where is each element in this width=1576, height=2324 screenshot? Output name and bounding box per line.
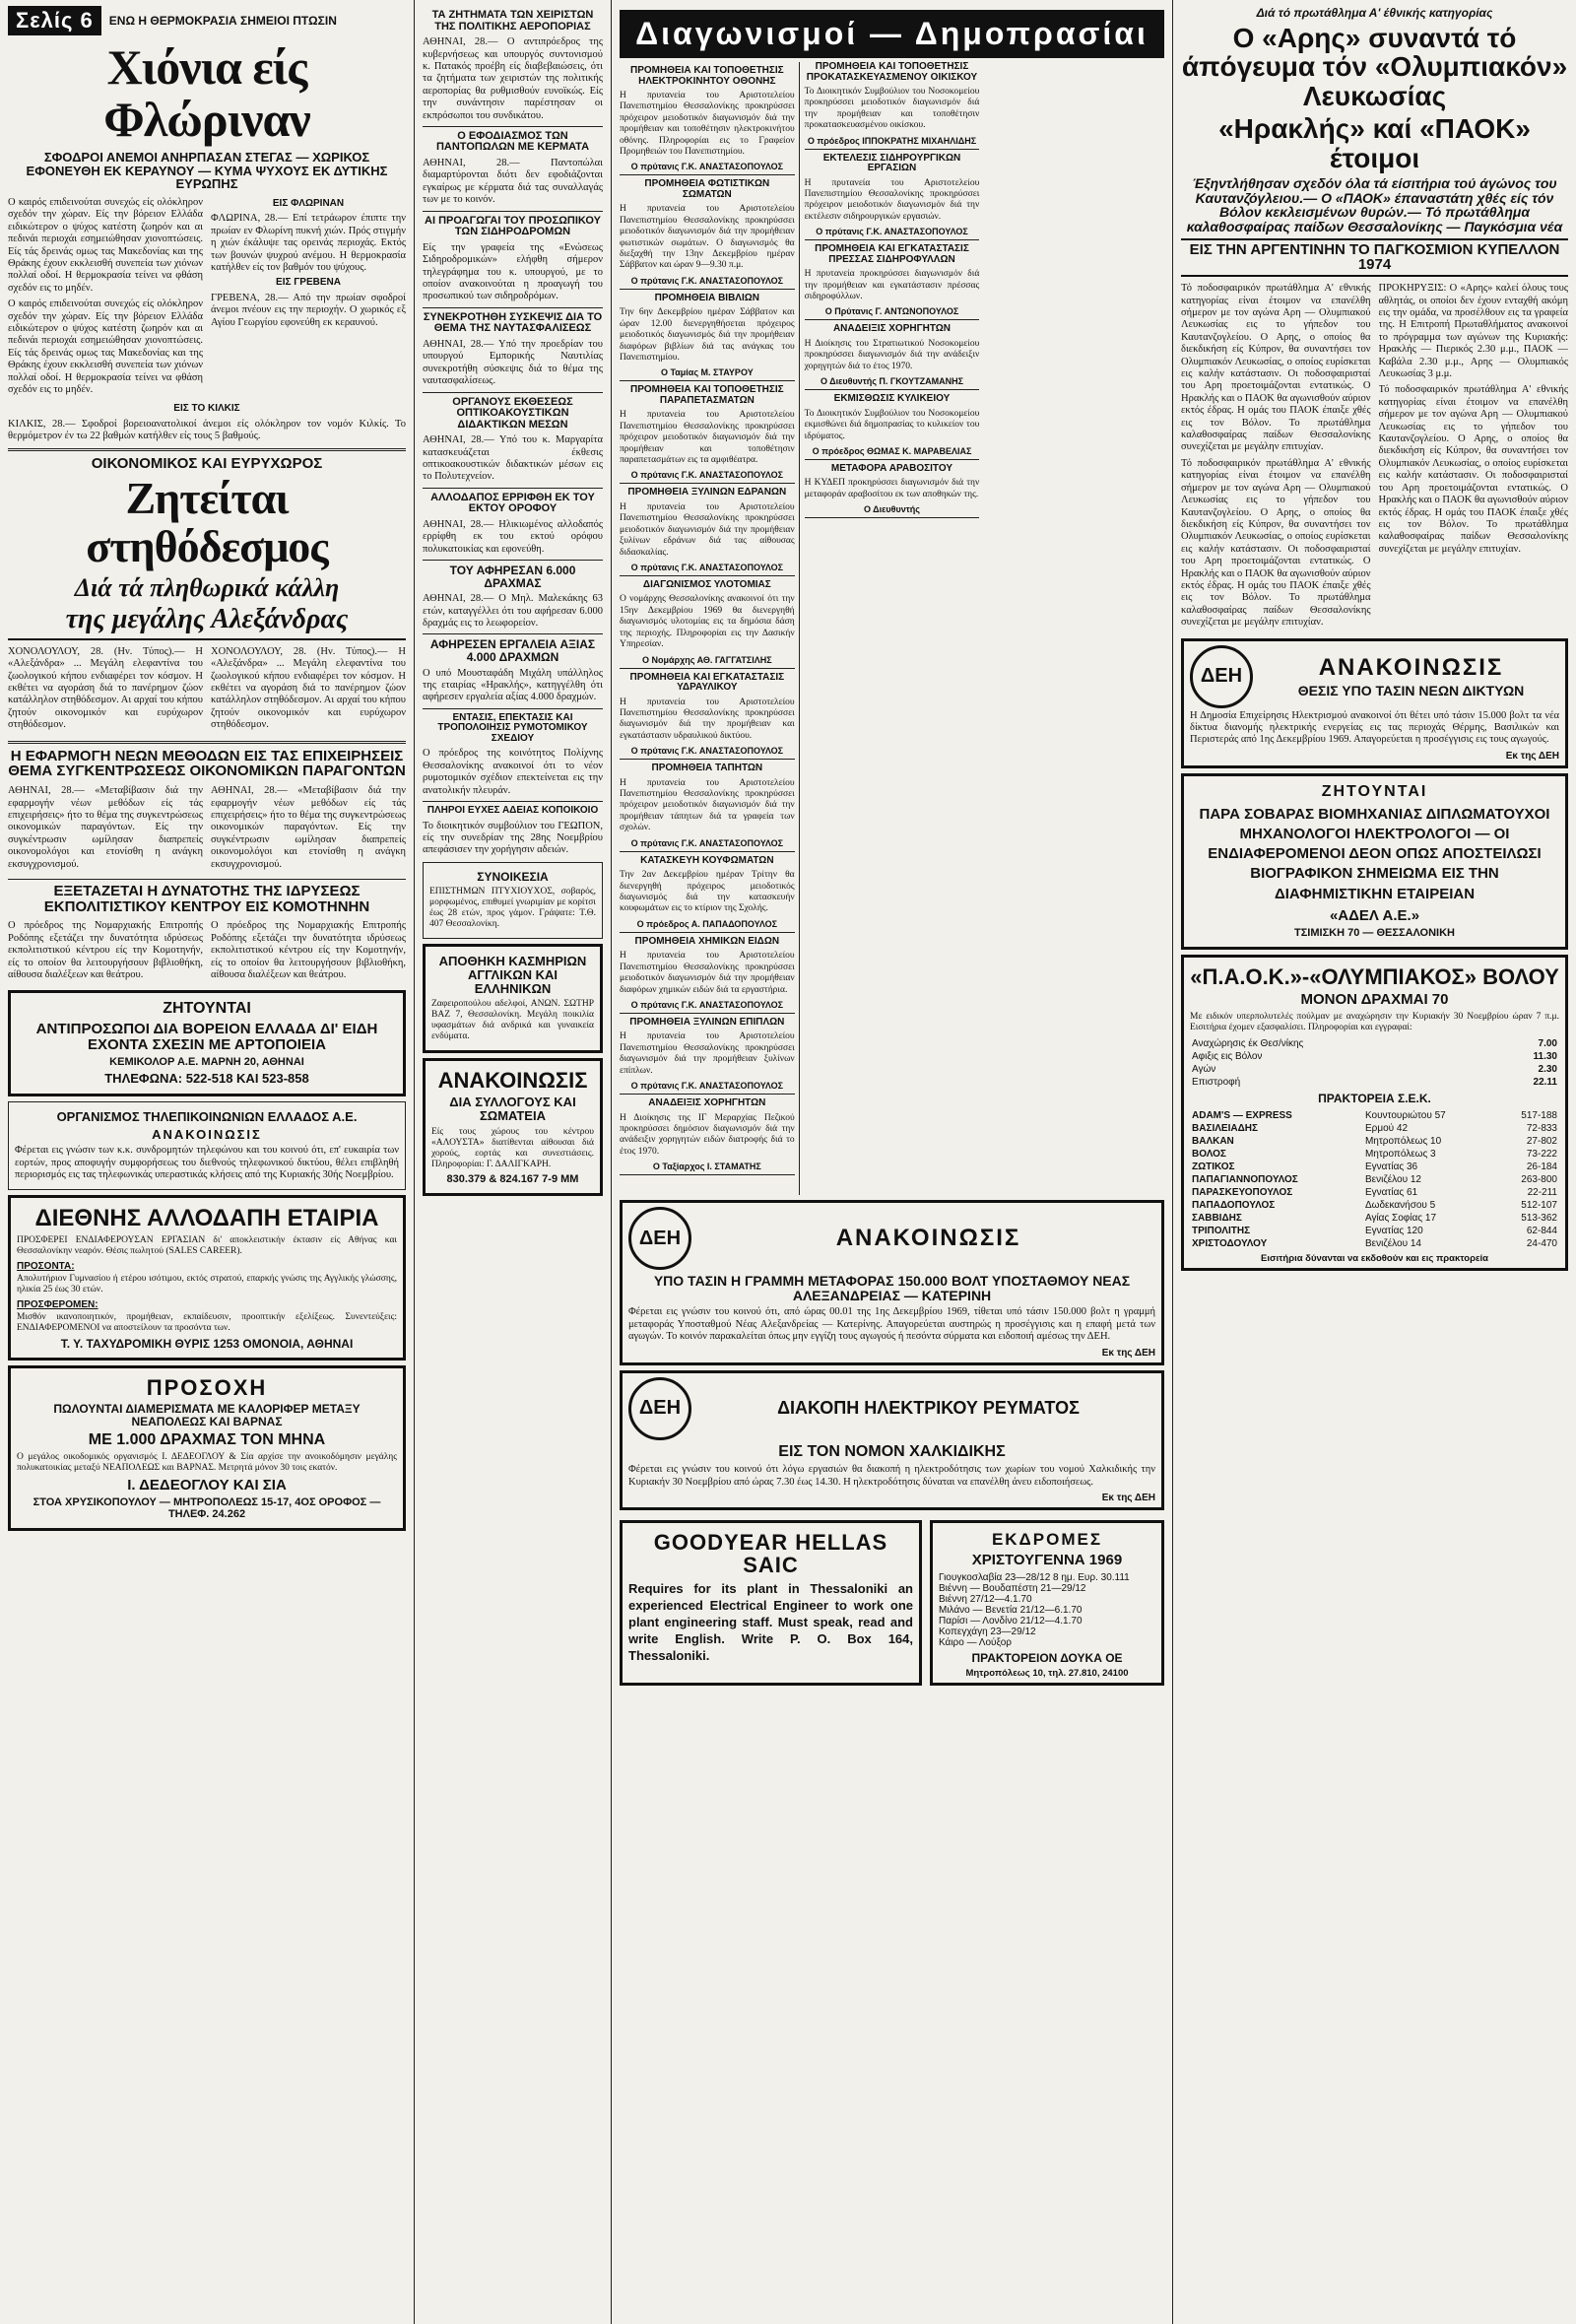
tender-item — [805, 244, 980, 320]
tender-body: Η πρυτανεία του Αριστοτελείου Πανεπιστημίου Θεσσαλονίκης προκηρύσσει μειοδοτικόν διαγωνισμόν διά την προμήθειαν διαφόρων χημικών ειδών διά τα εργαστήρια. — [620, 951, 795, 995]
worldcup-headline: ΕΙΣ ΤΗΝ ΑΡΓΕΝΤΙΝΗΝ ΤΟ ΠΑΓΚΟΣΜΙΟΝ ΚΥΠΕΛΛΟΝ 1974 — [1181, 238, 1568, 278]
sports-subhead: Έξηντλήθησαν σχεδόν όλα τά είσιτήρια τού άγώνος του Καυτανζόγλειου.— Ο «ΠΑΟΚ» έπαναστάτη χθές είς τόν Βόλον κεκλεισμένων θυρών.— Τό πρωτάθλημα καλαθοσφαίρας παίδων Θεσσαλονίκης — Παγκόσμια νέα — [1186, 174, 1563, 235]
c2-headline2: Ο ΕΦΟΔΙΑΣΜΟΣ ΤΩΝ ΠΑΝΤΟΠΩΛΩΝ ΜΕ ΚΕΡΜΑΤΑ — [435, 129, 590, 154]
ad-dei-2 — [620, 1370, 1164, 1511]
ad-synoikesia-body: ΕΠΙΣΤΗΜΩΝ ΠΤΥΧΙΟΥΧΟΣ, σοβαρός, μορφωμένος, επιθυμεί γνωριμίαν με κορίτσι έως 28 ετών, προς γάμον. Γράψατε: Τ.Θ. 407 Θεσσαλονίκη. — [429, 887, 596, 930]
tender-item — [805, 62, 980, 150]
agency-street: Μητροπόλεως 3 — [1364, 1148, 1436, 1160]
tender-item — [620, 764, 795, 852]
florina-body: ΦΛΩΡΙΝΑ, 28.— Επί τετράωρον έπιπτε την πρωίαν εν Φλωρίνη πυκνή χιών. Πρός στιγμήν η χιών έκάλυψε τας ορεινάς περιοχάς. Εκτός των βουνών ψυχρού ανέμου. Η θερμοκρασία κατήλθεν είς τον βαθμόν του ψύχους. — [211, 213, 406, 274]
tender-body: Η πρυτανεία του Αριστοτελείου Πανεπιστημίου Θεσσαλονίκης προκηρύσσει πρόχειρον μειοδοτικόν διαγωνισμόν διά την εκτέλεσιν σιδηρουργικών εργασιών. — [804, 177, 980, 222]
ad-dei-3-body: Η Δημοσία Επιχείρησις Ηλεκτρισμού ανακοινοί ότι θέτει υπό τάσιν 15.000 βολτ τα νέα δίκτυα διανομής ηλεκτρικής ενεργείας εις τας περιοχάς Θέρμης, Βασιλικών και Περιστεράς από 1ης Δεκεμβρίου 1969. Απαγορεύεται η προσέγγισις εις τους αγωγούς. — [1190, 709, 1559, 746]
c2-headline7: ΤΟΥ ΑΦΗΡΕΣΑΝ 6.000 ΔΡΑΧΜΑΣ — [449, 564, 576, 590]
stethodesmos-body: ΧΟΝΟΛΟΥΛΟΥ, 28. (Ην. Τύπος).— Η «Αλεξάνδρα» ... Μεγάλη ελεφαντίνα του ζωολογικού κήπου ενδιαφέρει τον κόσμον. Η εκθέτει να αγοράση διά το πανέρημον ζώον κατάλληλον στηθόδεσμον. Αι αρχαί του κήπου ζητούν οικονομικόν και ευρύχωρον στηθόδεσμον. — [8, 645, 203, 731]
schedule-row — [1190, 1037, 1559, 1050]
tender-item — [620, 385, 795, 484]
ad-dei-3-sign: Εκ της ΔΕΗ — [1505, 750, 1559, 762]
c2-body8: Ο υπό Μουσταφάδη Μιχάλη υπάλληλος της εταιρίας «Ηρακλής», κατηγγέλθη ότι αφήρεσεν εργαλεία αξίας 4.000 δραχμών. — [423, 667, 603, 703]
weather-kicker: ΕΝΩ Η ΘΕΡΜΟΚΡΑΣΙΑ ΣΗΜΕΙΟΙ ΠΤΩΣΙΝ — [108, 14, 337, 28]
agency-row — [1190, 1173, 1559, 1186]
agency-phone: 27-802 — [1526, 1135, 1557, 1147]
tender-title: ΠΡΟΜΗΘΕΙΑ ΞΥΛΙΝΩΝ ΕΠΙΠΛΩΝ — [629, 1016, 785, 1028]
tender-title: ΕΚΜΙΣΘΩΣΙΣ ΚΥΛΙΚΕΙΟΥ — [833, 393, 951, 405]
tender-item — [805, 464, 980, 518]
tender-title: ΠΡΟΜΗΘΕΙΑ ΚΑΙ ΕΓΚΑΤΑΣΤΑΣΙΣ ΠΡΕΣΣΑΣ ΣΙΔΗΡΟΦΥΛΛΩΝ — [815, 243, 969, 265]
ad-match-trip — [1181, 955, 1568, 1270]
komotini-body: Ο πρόεδρος της Νομαρχιακής Επιτροπής Ροδόπης εξετάζει την δυνατότητα ιδρύσεως εκπολιτιστικού κέντρου είς την Κομοτηνήν, είς το οποίον θα λειτουργήσουν βιβλιοθήκη, αίθουσα διαλέξεων και θεάτρου. — [8, 920, 203, 981]
tender-body: Η ΚΥΔΕΠ προκηρύσσει διαγωνισμόν διά την μεταφοράν αραβοσίτου εκ των αποθηκών της. — [804, 478, 980, 499]
ad-ekdromes — [930, 1520, 1164, 1686]
efarmogi-body: ΑΘΗΝΑΙ, 28.— «Μεταβίβασιν διά την εφαρμογήν νέων μεθόδων είς τάς επιχειρήσεις» ήτο το θέμα της συγκεντρώσεως οικονομικών παραγόντων. Είς την συγκέντρωσιν ωμίλησαν διαπρεπείς οικονομολόγοι και ετονίσθη η ανάγκη εκσυγχρονισμού. — [8, 785, 203, 870]
ad-dei-2-sign: Εκ της ΔΕΗ — [1101, 1493, 1155, 1504]
agency-row — [1190, 1161, 1559, 1173]
tender-body: Το Διοικητικόν Συμβούλιον του Νοσοκομείου προκηρύσσει μειοδοτικόν διαγωνισμόν διά την προμήθειαν και τοποθέτησιν προκατασκευασμένου οικίσκου. — [804, 87, 980, 131]
column-1 — [0, 0, 414, 2324]
tender-sign: Ο πρόεδρος ΙΠΠΟΚΡΑΤΗΣ ΜΙΧΑΗΛΙΔΗΣ — [807, 135, 977, 146]
tender-item — [620, 937, 795, 1014]
tender-item — [805, 324, 980, 390]
tender-item — [620, 1018, 795, 1095]
ad-agencies-label: ΠΡΑΚΤΟΡΕΙΑ Σ.Ε.Κ. — [1318, 1091, 1431, 1105]
agency-street: Ερμού 42 — [1364, 1122, 1409, 1134]
agency-phone: 73-222 — [1526, 1148, 1557, 1160]
c2-body1: ΑΘΗΝΑΙ, 28.— Ο αντιπρόεδρος της κυβερνήσεως και υπουργός συντονισμού κ. Πατακός προέβη είς διαβεβαιώσεις, ότι τα ζητήματα των χειριστών της πολιτικής αεροπορίας θα ρυθμισθούν ευνοϊκώς. Είς την συνάντησιν παρέστησαν οι εκπρόσωποι του συνδικάτου. — [423, 36, 603, 121]
schedule-time: 22.11 — [1533, 1076, 1557, 1088]
agency-name: ΣΑΒΒΙΔΗΣ — [1192, 1212, 1242, 1224]
ad-zitountai-label: ΖΗΤΟΥΝΤΑΙ — [163, 1000, 251, 1018]
c2-body3: Είς την γραφεία της «Ενώσεως Σιδηροδρομικών» ελήφθη σήμερον τηλεγράφημα του κ. υπουργού, με το οποίον ανακοινούται η προαγωγή του προσωπικού των σιδηροδρόμων. — [423, 241, 603, 302]
tender-body: Η πρυτανεία του Αριστοτελείου Πανεπιστημίου Θεσσαλονίκης προκηρύσσει μειοδοτικόν διαγωνισμόν διά την προμήθειαν φωτιστικών σωμάτων. Ο διαγωνισμός θα διεξαχθή την 13ην Δεκεμβρίου ημέραν Σάββατον και ώραν 9—9.30 π.μ. — [620, 204, 795, 271]
ad-company-reqs: Απολυτήριον Γυμνασίου ή ετέρου ισότιμου, εκτός στρατού, επαρκής γνώσις της Αγγλικής γλώσσης, ηλικία 25 έως 30 ετών. — [17, 1273, 397, 1295]
tender-sign: Ο πρύτανις Γ.Κ. ΑΝΑΣΤΑΣΟΠΟΥΛΟΣ — [816, 227, 968, 237]
ekdromes-line: Βιέννη 27/12—4.1.70 — [939, 1593, 1032, 1605]
ad-prosoxi-label: ΠΡΟΣΟΧΗ — [146, 1375, 268, 1401]
tender-item — [620, 488, 795, 576]
sports-kicker: Διά τό πρωτάθλημα Α' έθνικής κατηγορίας — [1256, 6, 1493, 20]
ekdromes-line: Βιέννη — Βουδαπέστη 21—29/12 — [939, 1582, 1086, 1594]
tender-title: ΚΑΤΑΣΚΕΥΗ ΚΟΥΦΩΜΑΤΩΝ — [640, 854, 774, 866]
tender-body: Η Διοίκησις της ΙΓ Μεραρχίας Πεζικού προκηρύσσει δημόσιον διαγωνισμόν διά την ανάδειξιν χορηγητών ειδών διατροφής διά το έτος 1970. — [620, 1112, 795, 1157]
c2-kicker: ΤΑ ΖΗΤΗΜΑΤΑ ΤΩΝ ΧΕΙΡΙΣΤΩΝ ΤΗΣ ΠΟΛΙΤΙΚΗΣ ΑΕΡΟΠΟΡΙΑΣ — [431, 9, 594, 33]
c2-headline4: ΣΥΝΕΚΡΟΤΗΘΗ ΣΥΣΚΕΨΙΣ ΔΙΑ ΤΟ ΘΕΜΑ ΤΗΣ ΝΑΥΤΑΣΦΑΛΙΣΕΩΣ — [423, 310, 603, 335]
tender-sign: Ο πρύτανις Γ.Κ. ΑΝΑΣΤΑΣΟΠΟΥΛΟΣ — [630, 999, 784, 1010]
tender-item — [620, 294, 795, 382]
agency-row — [1190, 1109, 1559, 1122]
agency-name: ADAM'S — EXPRESS — [1192, 1109, 1292, 1121]
ad-anakoinosis-label: ΑΝΑΚΟΙΝΩΣΙΣ — [437, 1068, 588, 1094]
tender-item — [805, 394, 980, 460]
sports-headline-2: «Ηρακλής» καί «ΠΑΟΚ» έτοιμοι — [1218, 113, 1531, 173]
ad-goodyear-body: Requires for its plant in Thessaloniki an experienced Electrical Engineer to work one plant engineering staff. Must speak, read and write English. Write P. O. Box 164, Thessaloniki. — [628, 1581, 913, 1664]
ad-dei-3-title: ΘΕΣΙΣ ΥΠΟ ΤΑΣΙΝ ΝΕΩΝ ΔΙΚΤΥΩΝ — [1297, 682, 1525, 698]
agency-phone: 513-362 — [1521, 1212, 1557, 1224]
tender-sign: Ο πρύτανις Γ.Κ. ΑΝΑΣΤΑΣΟΠΟΥΛΟΣ — [630, 275, 784, 286]
c2-headline8: ΑΦΗΡΕΣΕΝ ΕΡΓΑΛΕΙΑ ΑΞΙΑΣ 4.000 ΔΡΑΧΜΩΝ — [429, 637, 596, 665]
dei-logo-icon-2: ΔΕΗ — [628, 1377, 691, 1440]
agency-row — [1190, 1186, 1559, 1199]
ad-ote — [8, 1101, 406, 1191]
ad-ote-label: ΑΝΑΚΟΙΝΩΣΙΣ — [152, 1126, 262, 1142]
ad-company-address: Τ. Υ. ΤΑΧΥΔΡΟΜΙΚΗ ΘΥΡΙΣ 1253 ΟΜΟΝΟΙΑ, ΑΘΗΝΑΙ — [60, 1336, 354, 1351]
tender-title: ΠΡΟΜΗΘΕΙΑ ΚΑΙ ΕΓΚΑΤΑΣΤΑΣΙΣ ΥΔΡΑΥΛΙΚΟΥ — [629, 671, 785, 693]
tender-sign: Ο πρύτανις Γ.Κ. ΑΝΑΣΤΑΣΟΠΟΥΛΟΣ — [630, 162, 784, 172]
tender-item — [620, 1098, 795, 1175]
stethodesmos-sub1: Διά τά πληθωρικά κάλλη — [74, 573, 340, 603]
agency-name: ΤΡΙΠΟΛΙΤΗΣ — [1192, 1225, 1251, 1236]
tender-title: ΔΙΑΓΩΝΙΣΜΟΣ ΥΛΟΤΟΜΙΑΣ — [642, 578, 771, 590]
schedule-name: Αφιξις εις Βόλον — [1192, 1050, 1263, 1062]
kilkis-label: ΕΙΣ ΤΟ ΚΙΛΚΙΣ — [173, 403, 240, 415]
schedule-name: Αγών — [1192, 1063, 1216, 1075]
ad-match-schedule — [1190, 1037, 1559, 1089]
tender-sign: Ο Ταξίαρχος Ι. ΣΤΑΜΑΤΗΣ — [652, 1162, 761, 1172]
ad-company — [8, 1195, 406, 1361]
tender-sign: Ο πρύτανις Γ.Κ. ΑΝΑΣΤΑΣΟΠΟΥΛΟΣ — [630, 1081, 784, 1092]
schedule-time: 11.30 — [1533, 1050, 1557, 1062]
ad-anakoinosis — [423, 1058, 603, 1196]
ad-dei-1 — [620, 1200, 1164, 1365]
ad-dei-2-title: ΕΙΣ ΤΟΝ ΝΟΜΟΝ ΧΑΛΚΙΔΙΚΗΣ — [778, 1442, 1006, 1460]
column-4 — [1172, 0, 1576, 2324]
agency-name: ΠΑΡΑΣΚΕΥΟΠΟΥΛΟΣ — [1192, 1186, 1293, 1198]
ad-zit-engineers-body: ΠΑΡΑ ΣΟΒΑΡΑΣ ΒΙΟΜΗΧΑΝΙΑΣ ΔΙΠΛΩΜΑΤΟΥΧΟΙ ΜΗΧΑΝΟΛΟΓΟΙ ΗΛΕΚΤΡΟΛΟΓΟΙ — ΟΙ ΕΝΔΙΑΦΕΡΟΜΕΝΟΙ ΔΕΟΝ ΟΠΩΣ ΑΠΟΣΤΕΙΛΩΣΙ ΒΙΟΓΡΑΦΙΚΟΝ ΣΗΜΕΙΩΜΑ ΕΙΣ ΤΗΝ ΔΙΑΦΗΜΙΣΤΙΚΗΝ ΕΤΑΙΡΕΙΑΝ — [1199, 805, 1550, 902]
c2-body5: ΑΘΗΝΑΙ, 28.— Υπό του κ. Μαργαρίτα κατασκευάζεται έκθεσις οπτικοακουστικών διδακτικών μέσων εις το Πολυτεχνείον. — [423, 434, 603, 483]
agency-street: Μητροπόλεως 10 — [1364, 1135, 1442, 1147]
tenders-banner: Διαγωνισμοί — Δημοπρασίαι — [620, 10, 1164, 58]
ad-dei-1-title: ΥΠΟ ΤΑΣΙΝ Η ΓΡΑΜΜΗ ΜΕΤΑΦΟΡΑΣ 150.000 ΒΟΛΤ ΥΠΟΣΤΑΘΜΟΥ ΝΕΑΣ ΑΛΕΞΑΝΔΡΕΙΑΣ — ΚΑΤΕΡΙΝΗ — [653, 1273, 1131, 1303]
ad-synoikesia-label: ΣΥΝΟΙΚΕΣΙΑ — [477, 869, 549, 884]
agency-row — [1190, 1122, 1559, 1135]
schedule-row — [1190, 1063, 1559, 1076]
ad-agencies-table — [1190, 1109, 1559, 1250]
agency-name: ΒΟΛΟΣ — [1192, 1148, 1226, 1160]
agency-name: ΠΑΠΑΔΟΠΟΥΛΟΣ — [1192, 1199, 1276, 1211]
agency-phone: 72-833 — [1526, 1122, 1557, 1134]
sports-headline-1: Ο «Αρης» συναντά τό άπόγευμα τόν «Ολυμπιακόν» Λευκωσίας — [1181, 23, 1568, 111]
ad-ekdromes-label: ΕΚΔΡΟΜΕΣ — [991, 1530, 1103, 1550]
ad-company-headline: ΔΙΕΘΝΗΣ ΑΛΛΟΔΑΠΗ ΕΤΑΙΡΙΑ — [34, 1205, 379, 1232]
agency-name: ΒΑΛΚΑΝ — [1192, 1135, 1234, 1147]
schedule-row — [1190, 1076, 1559, 1089]
ad-dei-3 — [1181, 638, 1568, 768]
agency-street: Κουντουριώτου 57 — [1364, 1109, 1446, 1121]
tender-sign: Ο Διευθυντής — [864, 504, 920, 515]
tender-title: ΠΡΟΜΗΘΕΙΑ ΤΑΠΗΤΩΝ — [651, 763, 763, 774]
agency-street: Βενιζέλου 12 — [1364, 1173, 1421, 1185]
ad-prosoxi-body: ΠΩΛΟΥΝΤΑΙ ΔΙΑΜΕΡΙΣΜΑΤΑ ΜΕ ΚΑΛΟΡΙΦΕΡ ΜΕΤΑΞΥ ΝΕΑΠΟΛΕΩΣ ΚΑΙ ΒΑΡΝΑΣ — [53, 1402, 361, 1428]
agency-phone: 517-188 — [1521, 1109, 1557, 1121]
tender-body: Την 6ην Δεκεμβρίου ημέραν Σάββατον και ώραν 12.00 διενεργηθήσεται πρόχειρος μειοδοτικός διαγωνισμός διά την προμήθειαν διαφόρων βιβλίων διά τας ανάγκας του Πανεπιστημίου. — [620, 307, 795, 363]
column-3 — [611, 0, 1172, 2324]
tender-sign: Ο Ταμίας Μ. ΣΤΑΥΡΟΥ — [660, 367, 754, 378]
tender-sign: Ο πρύτανις Γ.Κ. ΑΝΑΣΤΑΣΟΠΟΥΛΟΣ — [630, 470, 784, 481]
agency-row — [1190, 1225, 1559, 1237]
tender-title: ΕΚΤΕΛΕΣΙΣ ΣΙΔΗΡΟΥΡΓΙΚΩΝ ΕΡΓΑΣΙΩΝ — [822, 152, 961, 174]
tender-title: ΠΡΟΜΗΘΕΙΑ ΚΑΙ ΤΟΠΟΘΕΤΗΣΙΣ ΠΑΡΑΠΕΤΑΣΜΑΤΩΝ — [629, 384, 784, 406]
sports-body-cont: Τό ποδοσφαιρικόν πρωτάθλημα Α' εθνικής κατηγορίας είναι έτοιμον να επανέλθη σήμερον με τον αγώνα Αρη — Ολυμπιακού Λευκωσίας εις το γήπεδον του Καυτανζογλείου. Ο Αρης, ο οποίος θα διεκδικήση είς Κύπρον, θα συναντήσει τον Ολυμπιακόν Λευκωσίας, ο οποίος ευρίσκεται εις καλήν κατάστασιν. Οι ποδοσφαιρισταί του Αρη προετοιμάζονται εντατικώς. Ο Ηρακλής και ο ΠΑΟΚ θα αγωνισθούν αύριον εκτός έδρας. Η ομάς του ΠΑΟΚ έπαιξε χθές εις τον Βόλον. Το πρωτάθλημα καλαθοσφαίρας παίδων Θεσσαλονίκης συνεχίζεται με μεγάλην επιτυχίαν. — [1181, 457, 1371, 629]
ekdromes-line: Γιουγκοσλαβία 23—28/12 8 ημ. Ευρ. 30.111 — [939, 1571, 1130, 1583]
ekdromes-line: Κοπεγχάγη 23—29/12 — [939, 1626, 1036, 1637]
weather-body: Ο καιρός επιδεινούται συνεχώς είς ολόκληρον σχεδόν την χώραν. Είς την βόρειον Ελλάδα ειδικώτερον ο ψύχος κατέστη ζωηρόν και αι πεδινάι περιοχάι εσημειώθησαν χιονοπτώσεις. Είς τάς δρεινάς ομως τας Μακεδονίας και της Θράκης έχουν εκκλεισθή συνεπεία των χιόνων πολλαί οδοί. Η θερμοκρασία τείνει να φθάση σχεδόν εις το μηδέν. — [8, 196, 203, 294]
c2-headline5: ΟΡΓΑΝΟΥΣ ΕΚΘΕΣΕΩΣ ΟΠΤΙΚΟΑΚΟΥΣΤΙΚΩΝ ΔΙΔΑΚΤΙΚΩΝ ΜΕΣΩΝ — [452, 395, 573, 431]
tender-sign: Ο πρύτανις Γ.Κ. ΑΝΑΣΤΑΣΟΠΟΥΛΟΣ — [630, 837, 784, 848]
agency-row — [1190, 1212, 1559, 1225]
sports-body-2: ΠΡΟΚΗΡΥΞΙΣ: Ο «Αρης» καλεί όλους τους αθλητάς, οι οποίοι δεν έχουν ενταχθή ακόμη εις την ομάδα, να προσέλθουν εις τα γραφεία της. Η Επιτροπή Πρωταθλήματος ανακοινοί το πρόγραμμα των αγώνων της Κυριακής: Ηρακλής — Πιερικός 2.30 μ.μ., ΠΑΟΚ — Καβάλα 2.30 μ.μ., Αρης — Ολυμπιακός Λευκωσίας 3 μ.μ. — [1378, 283, 1568, 380]
ad-kasmir-body: Ζαφειροπούλου αδελφοί, ΑΝΩΝ. ΣΩΤΗΡ ΒΑΖ 7, Θεσσαλονίκη. Μεγάλη ποικιλία υφασμάτων διά ανδρικά και γυναικεία ενδύματα. — [431, 999, 594, 1042]
weather-headline: Χιόνια είς Φλώριναν — [103, 39, 310, 147]
ad-match-title: «Π.Α.Ο.Κ.»-«ΟΛΥΜΠΙΑΚΟΣ» ΒΟΛΟΥ — [1190, 964, 1559, 990]
ad-zitountai-contact: ΚΕΜΙΚΟΛΟΡ Α.Ε. ΜΑΡΝΗ 20, ΑΘΗΝΑΙ — [109, 1055, 304, 1068]
grevena-label: ΕΙΣ ΓΡΕΒΕΝΑ — [276, 277, 341, 289]
agency-phone: 263-800 — [1521, 1173, 1557, 1185]
agency-phone: 62-844 — [1526, 1225, 1557, 1236]
ad-dei-3-label: ΑΝΑΚΟΙΝΩΣΙΣ — [1318, 653, 1504, 681]
ad-zitountai — [8, 990, 406, 1096]
ad-zit-engineers-company: «ΑΔΕΛ Α.Ε.» — [1329, 906, 1420, 924]
tender-sign: Ο Πρύτανις Γ. ΑΝΤΩΝΟΠΟΥΛΟΣ — [824, 306, 959, 317]
agency-street: Εγνατίας 61 — [1364, 1186, 1418, 1198]
tender-title: ΠΡΟΜΗΘΕΙΑ ΒΙΒΛΙΩΝ — [654, 292, 759, 303]
c2-headline10: ΠΛΗΡΟΙ ΕΥΧΕΣ ΑΔΕΙΑΣ ΚΟΠΟΙΚΟΙΟ — [427, 805, 599, 817]
ad-dei-1-sign: Εκ της ΔΕΗ — [1101, 1347, 1155, 1359]
tender-sign: Ο πρόεδρος Α. ΠΑΠΑΔΟΠΟΥΛΟΣ — [636, 918, 778, 929]
stethodesmos-kicker: ΟΙΚΟΝΟΜΙΚΟΣ ΚΑΙ ΕΥΡΥΧΩΡΟΣ — [91, 454, 323, 472]
sports-body: Τό ποδοσφαιρικόν πρωτάθλημα Α' εθνικής κατηγορίας είναι έτοιμον να επανέλθη σήμερον με τον αγώνα Αρη — Ολυμπιακού Λευκωσίας εις το γήπεδον του Καυτανζογλείου. Ο Αρης, ο οποίος θα διεκδικήση είς Κύπρον, θα συναντήσει τον Ολυμπιακόν Λευκωσίας, ο οποίος ευρίσκεται εις καλήν κατάστασιν. Οι ποδοσφαιρισταί του Αρη προετοιμάζονται εντατικώς. Ο Ηρακλής και ο ΠΑΟΚ θα αγωνισθούν αύριον εκτός έδρας. Η ομάς του ΠΑΟΚ έπαιξε χθές εις τον Βόλον. Το πρωτάθλημα καλαθοσφαίρας παίδων Θεσσαλονίκης συνεχίζεται με μεγάλην επιτυχίαν. — [1181, 283, 1371, 453]
schedule-name: Αναχώρησις έκ Θεσ/νίκης — [1192, 1037, 1304, 1049]
ad-zitountai-body: ΑΝΤΙΠΡΟΣΩΠΟΙ ΔΙΑ ΒΟΡΕΙΟΝ ΕΛΛΑΔΑ ΔΙ' ΕΙΔΗ ΕΧΟΝΤΑ ΣΧΕΣΙΝ ΜΕ ΑΡΤΟΠΟΙΕΙΑ — [35, 1021, 378, 1054]
tender-body: Η πρυτανεία του Αριστοτελείου Πανεπιστημίου Θεσσαλονίκης προκηρύσσει διαγωνισμόν διά την προμήθειαν ξυλίνων επίπλων. — [620, 1031, 795, 1076]
ad-ote-title: ΟΡΓΑΝΙΣΜΟΣ ΤΗΛΕΠΙΚΟΙΝΩΝΙΩΝ ΕΛΛΑΔΟΣ Α.Ε. — [56, 1108, 358, 1124]
ekdromes-line: Παρίσι — Λονδίνο 21/12—4.1.70 — [939, 1615, 1083, 1627]
ad-ekdromes-title: ΧΡΙΣΤΟΥΓΕΝΝΑ 1969 — [971, 1552, 1123, 1569]
ad-kasmir — [423, 944, 603, 1053]
tender-title: ΠΡΟΜΗΘΕΙΑ ΞΥΛΙΝΩΝ ΕΔΡΑΝΩΝ — [627, 487, 787, 498]
stethodesmos-headline: Ζητείται στηθόδεσμος — [86, 473, 328, 571]
ad-dei-2-label: ΔΙΑΚΟΠΗ ΗΛΕΚΤΡΙΚΟΥ ΡΕΥΜΑΤΟΣ — [777, 1398, 1080, 1419]
column-2 — [414, 0, 611, 2324]
komotini-body-2: Ο πρόεδρος της Νομαρχιακής Επιτροπής Ροδόπης εξετάζει την δυνατότητα ιδρύσεως εκπολιτιστικού κέντρου είς την Κομοτηνήν, είς το οποίον θα λειτουργήσουν βιβλιοθήκη, αίθουσα διαλέξεων και θεάτρου. — [211, 920, 406, 981]
ad-prosoxi-address: ΣΤΟΑ ΧΡΥΣΙΚΟΠΟΥΛΟΥ — ΜΗΤΡΟΠΟΛΕΩΣ 15-17, 4ΟΣ ΟΡΟΦΟΣ — ΤΗΛΕΦ. 24.262 — [33, 1496, 381, 1520]
ad-dei-1-body: Φέρεται εις γνώσιν του κοινού ότι, από ώρας 00.01 της 1ης Δεκεμβρίου 1969, τίθεται υπό τάσιν 150.000 βολτ η γραμμή μεταφοράς Υποσταθμού Νέας Αλεξανδρείας — Κατερίνης. Απαγορεύεται αυστηρώς η προσέγγισις και η επαφή μετά των αγωγών. Το κοινόν παρακαλείται όπως μην εγγίζη τους αγωγούς ή πεσόντα σύρματα και ειδοποιή αμέσως την ΔΕΗ. — [628, 1306, 1155, 1343]
tender-item — [620, 856, 795, 933]
grevena-body: ΓΡΕΒΕΝΑ, 28.— Από την πρωίαν σφοδροί άνεμοι πνέουν εις την περιοχήν. Ο χωρικός εξ Αγίου Γεωργίου εφονεύθη εκ κεραυνού. — [211, 292, 406, 328]
c2-body4: ΑΘΗΝΑΙ, 28.— Υπό την προεδρίαν του υπουργού Εμπορικής Ναυτιλίας συνεκροτήθη σύσκεψις διά το θέμα της ναυτασφαλίσεως. — [423, 338, 603, 387]
agency-street: Βενιζέλου 14 — [1364, 1237, 1421, 1249]
schedule-row — [1190, 1050, 1559, 1063]
ad-zitountai-phone: ΤΗΛΕΦΩΝΑ: 522-518 ΚΑΙ 523-858 — [104, 1071, 309, 1087]
tender-body: Το Διοικητικόν Συμβούλιον του Νοσοκομείου εκμισθώνει διά δημοπρασίας το κυλικείον του ιδρύματος. — [804, 408, 980, 441]
tender-item — [620, 179, 795, 289]
efarmogi-body-2: ΑΘΗΝΑΙ, 28.— «Μεταβίβασιν διά την εφαρμογήν νέων μεθόδων είς τάς επιχειρήσεις» ήτο το θέμα της συγκεντρώσεως οικονομικών παραγόντων. Είς την συγκέντρωσιν ωμίλησαν διαπρεπείς οικονομολόγοι και ετονίσθη η ανάγκη εκσυγχρονισμού. — [211, 785, 406, 870]
c2-body10: Το διοικητικόν συμβούλιον του ΓΕΩΠΟΝ, είς την συνεδρίαν της 28ης Νοεμβρίου απεφάσισεν την χορήγησιν αδειών. — [423, 820, 603, 856]
agency-name: ΠΑΠΑΓΙΑΝΝΟΠΟΥΛΟΣ — [1192, 1173, 1298, 1185]
tender-sign: Ο Διευθυντής Π. ΓΚΟΥΤΖΑΜΑΝΗΣ — [820, 376, 964, 387]
agency-name: ΒΑΣΙΛΕΙΑΔΗΣ — [1192, 1122, 1258, 1134]
agency-row — [1190, 1135, 1559, 1148]
agency-phone: 22-211 — [1527, 1186, 1557, 1198]
ad-ekdromes-list — [939, 1572, 1155, 1648]
ad-prosoxi-company: Ι. ΔΕΔΕΟΓΛΟΥ ΚΑΙ ΣΙΑ — [127, 1477, 287, 1494]
ad-anakoinosis-sub: ΔΙΑ ΣΥΛΛΟΓΟΥΣ ΚΑΙ ΣΩΜΑΤΕΙΑ — [449, 1095, 576, 1123]
ad-company-reqs-label: ΠΡΟΣΟΝΤΑ: — [17, 1260, 75, 1272]
tender-title: ΠΡΟΜΗΘΕΙΑ ΧΗΜΙΚΩΝ ΕΙΔΩΝ — [634, 935, 780, 947]
ad-prosoxi — [8, 1365, 406, 1531]
c2-body6: ΑΘΗΝΑΙ, 28.— Ηλικιωμένος αλλοδαπός ερρίφθη εκ του εκτού ορόφου πολυκατοικίας και εφονεύθη. — [423, 518, 603, 555]
ad-agencies-footer: Εισιτήρια δύνανται να εκδοθούν και εις πρακτορεία — [1261, 1252, 1488, 1264]
c2-headline6: ΑΛΛΟΔΑΠΟΣ ΕΡΡΙΦΘΗ ΕΚ ΤΟΥ ΕΚΤΟΥ ΟΡΟΦΟΥ — [430, 491, 595, 515]
ad-ote-body: Φέρεται εις γνώσιν των κ.κ. συνδρομητών τηλεφώνου και του κοινού ότι, επ' ευκαιρία των εορτών, προς αποφυγήν συμφορήσεως του διεθνούς τηλεφωνικού δικτύου, θέλει επιβληθή περιορισμός εις τας τηλεφωνικάς υπεραστικάς κλήσεις από της Κυριακής 30ής Νοεμβρίου. — [15, 1145, 399, 1181]
tender-item — [620, 580, 795, 669]
ad-match-sub: ΜΟΝΟΝ ΔΡΑΧΜΑΙ 70 — [1300, 991, 1449, 1009]
stethodesmos-body-2: ΧΟΝΟΛΟΥΛΟΥ, 28. (Ην. Τύπος).— Η «Αλεξάνδρα» ... Μεγάλη ελεφαντίνα του ζωολογικού κήπου ενδιαφέρει τον κόσμον. Η εκθέτει να αγοράση διά το πανέρημον ζώον κατάλληλον στηθόδεσμον. Αι αρχαί του κήπου ζητούν οικονομικόν και ευρύχωρον στηθόδεσμον. — [211, 645, 406, 731]
weather-subhead: ΣΦΟΔΡΟΙ ΑΝΕΜΟΙ ΑΝΗΡΠΑΣΑΝ ΣΤΕΓΑΣ — ΧΩΡΙΚΟΣ ΕΦΟΝΕΥΘΗ ΕΚ ΚΕΡΑΥΝΟΥ — ΚΥΜΑ ΨΥΧΟΥΣ ΕΚ ΔΥΤΙΚΗΣ ΕΥΡΩΠΗΣ — [26, 150, 388, 192]
page-number-badge: Σελίς 6 — [8, 6, 101, 35]
ad-kasmir-label: ΑΠΟΘΗΚΗ ΚΑΣΜΗΡΙΩΝ ΑΓΓΛΙΚΩΝ ΚΑΙ ΕΛΛΗΝΙΚΩΝ — [438, 954, 587, 996]
agency-phone: 512-107 — [1521, 1199, 1557, 1211]
kilkis-body: ΚΙΛΚΙΣ, 28.— Σφοδροί βορειοανατολικοί άνεμοι είς ολόκληρον τον νομόν Κιλκίς. Το θερμόμετρον έν τω 22 βαθμών κατήλθεν είς τους 5 βαθμούς. — [8, 418, 406, 442]
agency-street: Αγίας Σοφίας 17 — [1364, 1212, 1437, 1224]
tender-item — [620, 66, 795, 175]
ad-prosoxi-detail: Ο μεγάλος οικοδομικός οργανισμός Ι. ΔΕΔΕΟΓΛΟΥ & Σία αρχίσε την ανοικοδόμησιν μεγάλης πολυκατοικίας μεταξύ ΝΕΑΠΟΛΕΩΣ και ΒΑΡΝΑΣ. Μετρητά μόνον 30 τοις εκατόν. — [17, 1452, 397, 1474]
agency-street: Εγνατίας 120 — [1364, 1225, 1423, 1236]
tender-sign: Ο πρόεδρος ΘΩΜΑΣ Κ. ΜΑΡΑΒΕΛΙΑΣ — [812, 445, 972, 456]
tender-body: Η πρυτανεία του Αριστοτελείου Πανεπιστημίου Θεσσαλονίκης προκηρύσσει πρόχειρον μειοδοτικόν διαγωνισμόν διά την προμήθειαν και τοποθέτησιν παραπετασμάτων εις τα αμφιθέατρα. — [620, 410, 795, 466]
tender-body: Η πρυτανεία του Αριστοτελείου Πανεπιστημίου Θεσσαλονίκης προκηρύσσει πρόχειρον μειοδοτικόν διαγωνισμόν διά την προμήθειαν τάπητων διά τα γραφεία των σχολών. — [620, 777, 795, 833]
tender-title: ΜΕΤΑΦΟΡΑ ΑΡΑΒΟΣΙΤΟΥ — [830, 462, 953, 474]
ad-zit-engineers-label: ΖΗΤΟΥΝΤΑΙ — [1321, 782, 1428, 800]
agency-phone: 26-184 — [1526, 1161, 1557, 1172]
ad-prosoxi-price: ΜΕ 1.000 ΔΡΑΧΜΑΣ ΤΟΝ ΜΗΝΑ — [88, 1430, 326, 1448]
ad-ekdromes-agency: ΠΡΑΚΤΟΡΕΙΟΝ ΔΟΥΚΑ ΟΕ — [971, 1650, 1123, 1665]
tender-body: Η πρυτανεία του Αριστοτελείου Πανεπιστημίου Θεσσαλονίκης προκηρύσσει πρόχειρον μειοδοτικόν διαγωνισμόν διά την προμήθειαν και τοποθέτησιν ηλεκτροκινήτου οθόνης. Πληροφορίαι εις το Γραφείον Προμηθειών του Πανεπιστημίου. — [620, 91, 795, 158]
efarmogi-headline: Η ΕΦΑΡΜΟΓΗ ΝΕΩΝ ΜΕΘΟΔΩΝ ΕΙΣ ΤΑΣ ΕΠΙΧΕΙΡΗΣΕΙΣ ΘΕΜΑ ΣΥΓΚΕΝΤΡΩΣΕΩΣ ΟΙΚΟΝΟΜΙΚΩΝ ΠΑΡΑΓΟΝΤΩΝ — [8, 747, 406, 780]
ad-anakoinosis-body: Είς τους χώρους του κέντρου «ΑΛΟΥΣΤΑ» διατίθενται αίθουσαι διά χορούς, εορτάς και συνεστιάσεις. Πληροφορίαι: Γ. ΔΑΛΙΓΚΑΡΗ. — [431, 1126, 594, 1169]
ad-goodyear-title: GOODYEAR HELLAS SAIC — [653, 1530, 888, 1578]
agency-row — [1190, 1199, 1559, 1212]
ad-goodyear — [620, 1520, 922, 1686]
agency-street: Εγνατίας 36 — [1364, 1161, 1418, 1172]
ekdromes-line: Κάιρο — Λούξορ — [939, 1636, 1012, 1648]
ad-company-offers-label: ΠΡΟΣΦΕΡΟΜΕΝ: — [17, 1298, 98, 1310]
agency-street: Δωδεκανήσου 5 — [1364, 1199, 1436, 1211]
ad-company-body: ΠΡΟΣΦΕΡΕΙ ΕΝΔΙΑΦΕΡΟΥΣΑΝ ΕΡΓΑΣΙΑΝ δι' αποκλειστικήν έκτασιν είς Αθήνας και Θεσσαλονίκην νεαρόν. Θέσις πωλητού (SALES CAREER). — [17, 1234, 397, 1256]
ad-anakoinosis-phone: 830.379 & 824.167 7-9 ΜΜ — [446, 1172, 579, 1185]
florina-label: ΕΙΣ ΦΛΩΡΙΝΑΝ — [272, 197, 345, 209]
agency-row — [1190, 1237, 1559, 1250]
c2-headline9: ΕΝΤΑΣΙΣ, ΕΠΕΚΤΑΣΙΣ ΚΑΙ ΤΡΟΠΟΛΟΙΗΣΙΣ ΡΥΜΟΤΟΜΙΚΟΥ ΣΧΕΔΙΟΥ — [437, 711, 588, 744]
ekdromes-line: Μιλάνο — Βενετία 21/12—6.1.70 — [939, 1604, 1083, 1616]
ad-zit-engineers — [1181, 773, 1568, 950]
agency-name: ΖΩΤΙΚΟΣ — [1192, 1161, 1235, 1172]
schedule-time: 2.30 — [1538, 1063, 1557, 1075]
tender-title: ΠΡΟΜΗΘΕΙΑ ΦΩΤΙΣΤΙΚΩΝ ΣΩΜΑΤΩΝ — [644, 178, 770, 200]
ad-match-body: Με ειδικόν υπερπολυτελές πούλμαν με αναχώρησιν την Κυριακήν 30 Νοεμβρίου ώραν 7 π.μ. Εισιτήρια έχομεν εξασφαλίσει. Πληροφορίαι και εγγραφαί: — [1190, 1011, 1559, 1032]
tender-body: Η Διοίκησις του Στρατιωτικού Νοσοκομείου προκηρύσσει διαγωνισμόν διά την ανάδειξιν χορηγητών διά το έτος 1970. — [804, 338, 980, 371]
ad-dei-2-body: Φέρεται εις γνώσιν του κοινού ότι λόγω εργασιών θα διακοπή η ηλεκτροδότησις των χωρίων του νομού Χαλκιδικής την Κυριακήν 30 Νοεμβρίου από ώρας 7.30 έως 14.30. Η ηλεκτροδότησις δύναται να επανέλθη άνευ ειδοποιήσεως. — [628, 1464, 1155, 1488]
tender-body: Η πρυτανεία προκηρύσσει διαγωνισμόν διά την προμήθειαν και εγκατάστασιν πρέσσας σιδηροφύλλων. — [804, 269, 980, 302]
agency-row — [1190, 1148, 1559, 1161]
tender-item — [620, 673, 795, 761]
tender-title: ΠΡΟΜΗΘΕΙΑ ΚΑΙ ΤΟΠΟΘΕΤΗΣΙΣ ΠΡΟΚΑΤΑΣΚΕΥΑΣΜΕΝΟΥ ΟΙΚΙΣΚΟΥ — [806, 61, 978, 83]
dei-logo-icon: ΔΕΗ — [628, 1207, 691, 1270]
tender-title: ΑΝΑΔΕΙΞΙΣ ΧΟΡΗΓΗΤΩΝ — [832, 323, 951, 335]
schedule-time: 7.00 — [1538, 1037, 1557, 1049]
tender-body: Την 2αν Δεκεμβρίου ημέραν Τρίτην θα διενεργηθή πρόχειρος μειοδοτικός διαγωνισμός διά την κατασκευήν κουφωμάτων εις το κτίριον της Σχολής. — [620, 870, 795, 914]
tender-sign: Ο Νομάρχης ΑΘ. ΓΑΓΓΑΤΣΙΛΗΣ — [641, 654, 772, 665]
tender-title: ΑΝΑΔΕΙΞΙΣ ΧΟΡΗΓΗΤΩΝ — [648, 1097, 766, 1109]
komotini-headline: ΕΞΕΤΑΖΕΤΑΙ Η ΔΥΝΑΤΟΤΗΣ ΤΗΣ ΙΔΡΥΣΕΩΣ ΕΚΠΟΛΙΤΙΣΤΙΚΟΥ ΚΕΝΤΡΟΥ ΕΙΣ ΚΟΜΟΤΗΝΗΝ — [43, 882, 370, 915]
ad-dei-1-label: ΑΝΑΚΟΙΝΩΣΙΣ — [835, 1225, 1021, 1252]
agency-phone: 24-470 — [1526, 1237, 1557, 1249]
agency-name: ΧΡΙΣΤΟΔΟΥΛΟΥ — [1192, 1237, 1268, 1249]
sports-body-2-cont: Τό ποδοσφαιρικόν πρωτάθλημα Α' εθνικής κατηγορίας είναι έτοιμον να επανέλθη σήμερον με τον αγώνα Αρη — Ολυμπιακού Λευκωσίας εις το γήπεδον του Καυτανζογλείου. Ο Αρης, ο οποίος θα διεκδικήση είς Κύπρον, θα συναντήσει τον Ολυμπιακόν Λευκωσίας, ο οποίος ευρίσκεται εις καλήν κατάστασιν. Οι ποδοσφαιρισταί του Αρη προετοιμάζονται εντατικώς. Ο Ηρακλής και ο ΠΑΟΚ θα αγωνισθούν αύριον εκτός έδρας. Η ομάς του ΠΑΟΚ έπαιξε χθές εις τον Βόλον. Το πρωτάθλημα καλαθοσφαίρας παίδων Θεσσαλονίκης συνεχίζεται με μεγάλην επιτυχίαν. — [1378, 384, 1568, 555]
stethodesmos-sub2: της μεγάλης Αλεξάνδρας — [8, 605, 406, 639]
c2-body2: ΑΘΗΝΑΙ, 28.— Παντοπώλαι διαμαρτύρονται διότι δεν εφοδιάζονται εγκαίρως με κέρματα διά τας συναλλαγάς των με το κοινόν. — [423, 158, 603, 206]
weather-body-extra: Ο καιρός επιδεινούται συνεχώς είς ολόκληρον σχεδόν την χώραν. Είς την βόρειον Ελλάδα ειδικώτερον ο ψύχος κατέστη ζωηρόν και αι πεδινάι περιοχάι εσημειώθησαν χιονοπτώσεις. Είς τάς δρεινάς ομως τας Μακεδονίας και της Θράκης έχουν εκκλεισθή συνεπεία των χιόνων πολλαί οδοί. Η θερμοκρασία τείνει να φθάση σχεδόν εις το μηδέν. — [8, 299, 203, 396]
ad-company-offers: Μισθόν ικανοποιητικόν, προμήθειαν, εκπαίδευσιν, προοπτικήν εξελίξεως. Συνεντεύξεις: ΕΝΔΙΑΦΕΡΟΜΕΝΟΙ να αποστείλουν τα προσόντα των. — [17, 1311, 397, 1333]
c2-body9: Ο πρόεδρος της κοινότητος Πολίχνης Θεσσαλονίκης ανακοινοί ότι το νέον ρυμοτομικόν σχέδιον επεκτείνεται εις την ανατολικήν πλευράν. — [423, 748, 603, 796]
c2-headline3: ΑΙ ΠΡΟΑΓΩΓΑΙ ΤΟΥ ΠΡΟΣΩΠΙΚΟΥ ΤΩΝ ΣΙΔΗΡΟΔΡΟΜΩΝ — [425, 214, 601, 238]
dei-logo-icon-3: ΔΕΗ — [1190, 645, 1253, 708]
tenders-grid — [620, 62, 1164, 1195]
tender-body: Ο νομάρχης Θεσσαλονίκης ανακοινοί ότι την 15ην Δεκεμβρίου 1969 θα διενεργηθή διαγωνισμός υλοτομίας εις τα δημόσια δάση της περιοχής. Πληροφορίαι εις την Δασικήν Υπηρεσίαν. — [620, 594, 795, 650]
c2-body7: ΑΘΗΝΑΙ, 28.— Ο Μηλ. Μαλεκάκης 63 ετών, καταγγέλλει ότι του αφήρεσαν 6.000 δραχμάς εις το λεωφορείον. — [423, 593, 603, 630]
tender-sign: Ο πρύτανις Γ.Κ. ΑΝΑΣΤΑΣΟΠΟΥΛΟΣ — [630, 746, 784, 757]
tender-item — [805, 154, 980, 241]
tender-title: ΠΡΟΜΗΘΕΙΑ ΚΑΙ ΤΟΠΟΘΕΤΗΣΙΣ ΗΛΕΚΤΡΟΚΙΝΗΤΟΥ ΟΘΟΝΗΣ — [629, 65, 784, 87]
schedule-name: Επιστροφή — [1192, 1076, 1241, 1088]
ad-synoikesia — [423, 862, 603, 940]
tender-body: Η πρυτανεία του Αριστοτελείου Πανεπιστημίου Θεσσαλονίκης προκηρύσσει μειοδοτικόν διαγωνισμόν διά την προμήθειαν ξυλίνων εδράνων διά τας αίθουσας διδασκαλίας. — [620, 501, 795, 558]
tender-sign: Ο πρύτανις Γ.Κ. ΑΝΑΣΤΑΣΟΠΟΥΛΟΣ — [630, 562, 784, 572]
ad-zit-engineers-address: ΤΣΙΜΙΣΚΗ 70 — ΘΕΣΣΑΛΟΝΙΚΗ — [1293, 926, 1455, 939]
ad-ekdromes-address: Μητροπόλεως 10, τηλ. 27.810, 24100 — [965, 1668, 1129, 1680]
tender-body: Η πρυτανεία του Αριστοτελείου Πανεπιστημίου Θεσσαλονίκης προκηρύσσει διαγωνισμόν διά την προμήθειαν και εγκατάστασιν υδραυλικού δικτύου. — [620, 697, 795, 741]
